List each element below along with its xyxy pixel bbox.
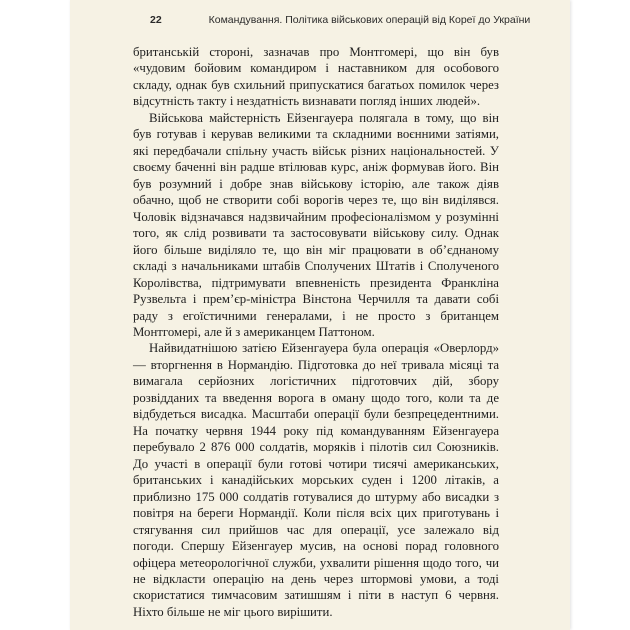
paragraph-3: Найвидатнішою затією Ейзенгауера була операція «Оверлорд» — вторгнення в Нормандію. Підготовка до неї тривала місяці та вимагала серйозних логістичних підготовчих дій, збору розвідданих та введення ворога в оману щодо того, коли та де відбудеться висадка. Масштаби операції були безпрецедентними. На початку червня 1944 року під командуванням Ейзенгауера перебувало 2 876 000 солдатів, моряків і пілотів сил Союзників. До участі в операції були готові чотири тисячі американських, британських і канадійських морських суден і 1200 літаків, а приблизно 175 000 солдатів готувалися до штурму або висадки з повітря на береги Нормандії. Коли після всіх цих приготувань і стягування сил прийшов час для операції, усе залежало від погоди. Спершу Ейзенгауер мусив, на основі порад головного офіцера метеорологічної служби, ухвалити рішення щодо того, чи не відкласти операцію на день через штормові умови, а тоді скористатися тимчасовим затишшям і піти в наступ 6 червня. Ніхто більше не міг цього вирішити.: [133, 341, 499, 619]
paragraph-1: британській стороні, зазначав про Монтгомері, що він був «чудовим бойовим командиром і наставником для особового складу, однак був схильний припускатися багатьох помилок через відсутність такту і нездатність визнавати погляд інших людей».: [133, 45, 499, 109]
page-number: 22: [150, 14, 162, 26]
paragraph-2: Військова майстерність Ейзенгауера полягала в тому, що він був готував і керував великими та складними воєнними затіями, які передбачали спільну участь військ різних національностей. У своєму баченні він радше втілював курс, аніж формував його. Він був розумний і добре знав військову історію, але також діяв обачно, щоб не створити собі ворогів через те, що він виділявся. Чоловік відзначався надзвичайним професіоналізмом у розумінні того, як слід розвивати та застосовувати військову силу. Однак його більше виділяло те, що він міг працювати в об’єднаному складі з начальниками штабів Сполучених Штатів і Сполученого Королівства, підтримувати впевненість президента Франкліна Рузвельта і прем’єр-міністра Вінстона Черчилля та давати собі раду з егоїстичними генералами, і не просто з британцем Монтгомері, але й з американцем Паттоном.: [133, 110, 499, 339]
running-title: Командування. Політика військових операцій від Кореї до України: [208, 14, 531, 26]
running-head: [150, 14, 570, 26]
body-text: [133, 44, 499, 620]
